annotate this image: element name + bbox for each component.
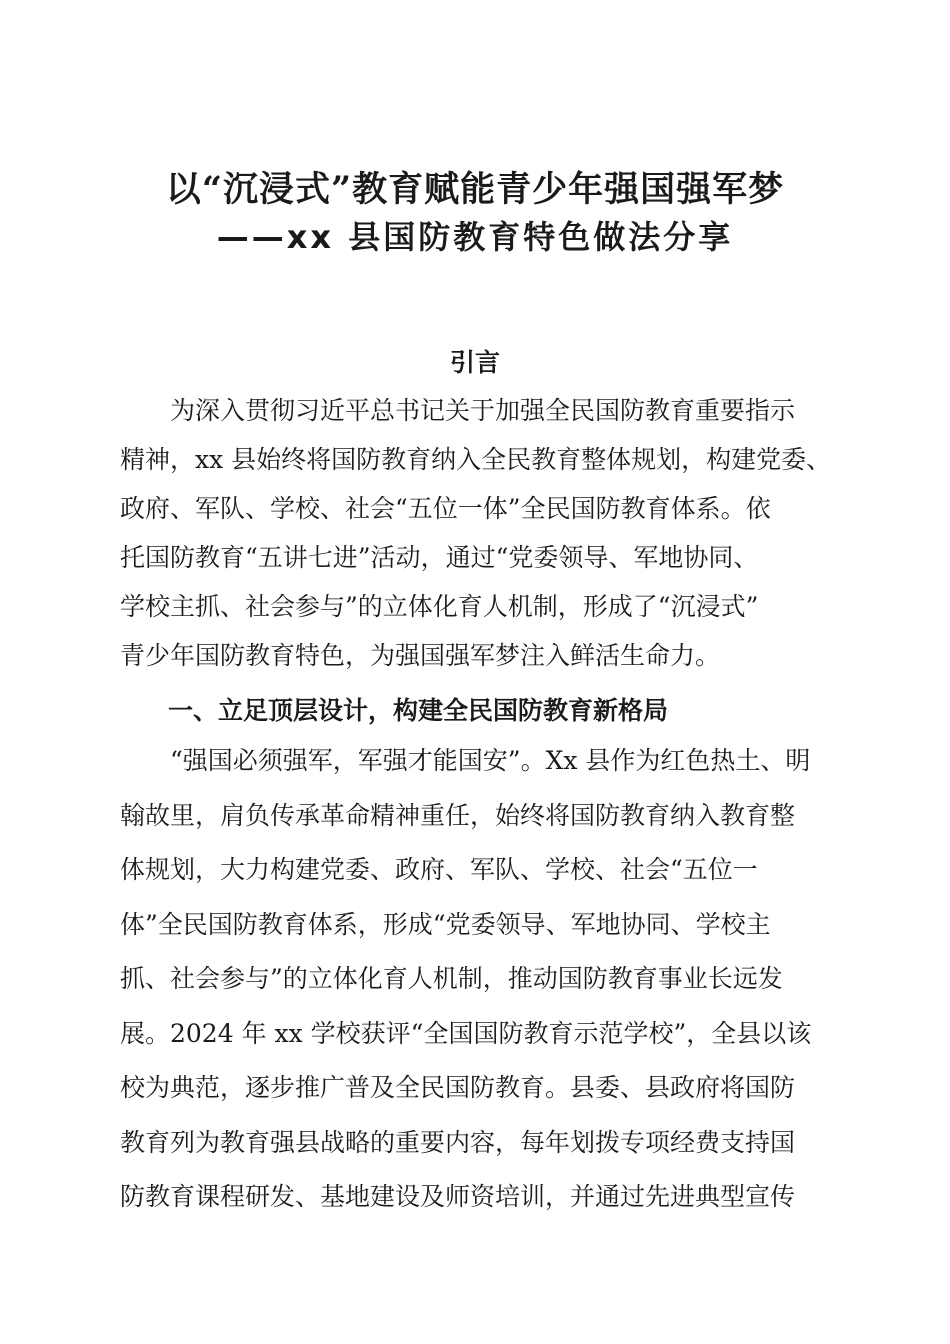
section-paragraph xyxy=(120,734,832,1225)
paragraph-line: 学校主抓、社会参与”的立体化育人机制，形成了“沉浸式” xyxy=(120,592,759,621)
paragraph-line: 托国防教育“五讲七进”活动，通过“党委领导、军地协同、 xyxy=(120,543,759,572)
intro-paragraph xyxy=(120,386,832,680)
paragraph-line: 体”全民国防教育体系，形成“党委领导、军地协同、学校主 xyxy=(120,909,771,939)
paragraph-line: 体规划，大力构建党委、政府、军队、学校、社会“五位一 xyxy=(120,855,758,884)
paragraph-line: 抓、社会参与”的立体化育人机制，推动国防教育事业长远发 xyxy=(120,964,783,993)
paragraph-line: 政府、军队、学校、社会“五位一体”全民国防教育体系。依 xyxy=(120,494,771,523)
paragraph-line: 精神，xx 县始终将国防教育纳入全民教育整体规划，构建党委、 xyxy=(120,445,832,474)
document-subtitle: ——xx 县国防教育特色做法分享 xyxy=(216,218,734,256)
paragraph-line: “强国必须强军，军强才能国安”。Xx 县作为红色热土、明 xyxy=(120,746,811,775)
intro-heading: 引言 xyxy=(449,348,500,377)
document-title: 以“沉浸式”教育赋能青少年强国强军梦 xyxy=(165,169,785,210)
section-heading: 一、立足顶层设计，构建全民国防教育新格局 xyxy=(168,696,669,725)
paragraph-line: 翰故里，肩负传承革命精神重任，始终将国防教育纳入教育整 xyxy=(120,800,796,830)
paragraph-line: 青少年国防教育特色，为强国强军梦注入鲜活生命力。 xyxy=(120,641,721,670)
paragraph-line: 展。2024 年 xx 学校获评“全国国防教育示范学校”，全县以该 xyxy=(120,1018,812,1048)
paragraph-line: 教育列为教育强县战略的重要内容，每年划拨专项经费支持国 xyxy=(120,1127,796,1157)
paragraph-line: 为深入贯彻习近平总书记关于加强全民国防教育重要指示 xyxy=(120,396,796,425)
paragraph-line: 防教育课程研发、基地建设及师资培训，并通过先进典型宣传 xyxy=(120,1182,796,1211)
paragraph-line: 校为典范，逐步推广普及全民国防教育。县委、县政府将国防 xyxy=(120,1073,796,1102)
